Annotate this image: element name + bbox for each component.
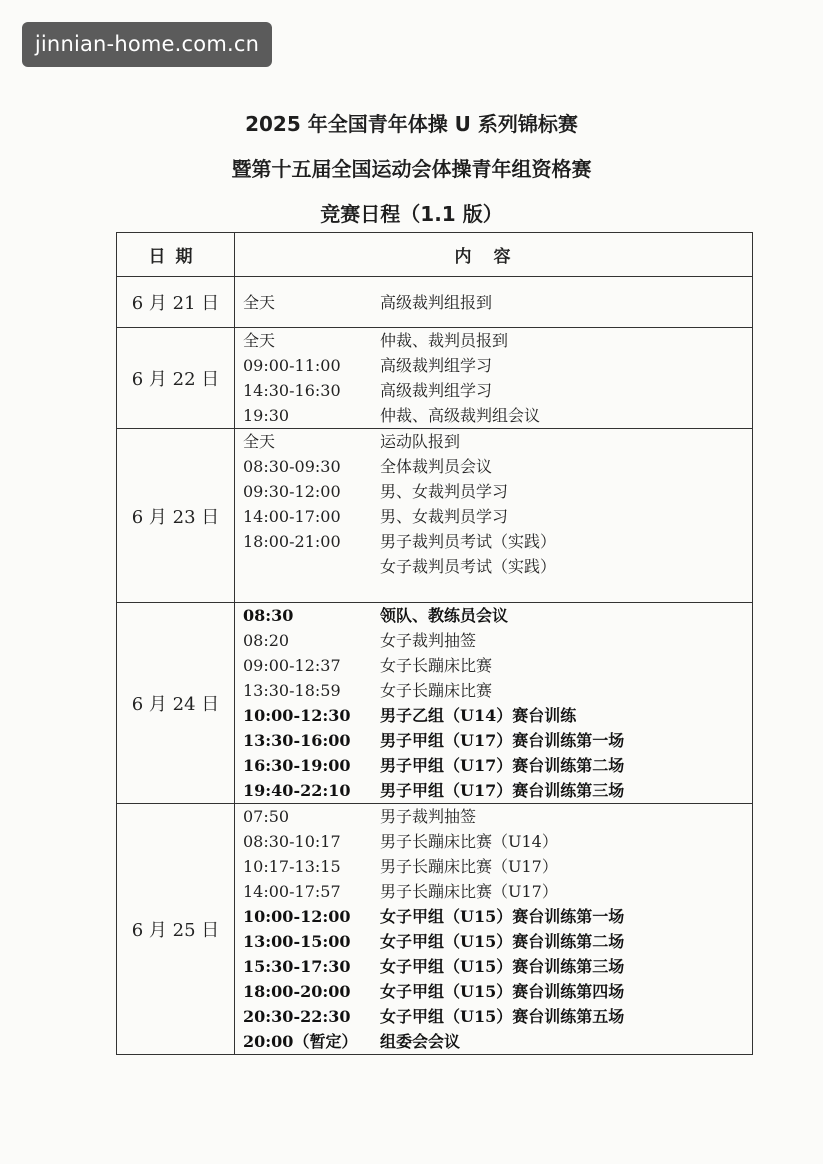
event-time: 08:30-10:17 bbox=[243, 832, 341, 851]
event-time: 全天 bbox=[243, 331, 276, 350]
event-time: 14:30-16:30 bbox=[243, 381, 341, 400]
header-content: 内容 bbox=[235, 233, 753, 277]
event-description: 女子长蹦床比赛 bbox=[380, 681, 493, 700]
event-row bbox=[235, 904, 752, 929]
event-description: 女子长蹦床比赛 bbox=[380, 656, 493, 675]
event-row bbox=[235, 454, 752, 479]
event-row bbox=[235, 1029, 752, 1054]
event-time: 09:30-12:00 bbox=[243, 482, 341, 501]
event-description: 领队、教练员会议 bbox=[380, 606, 509, 625]
event-description: 男子裁判员考试（实践） bbox=[380, 532, 557, 551]
event-time: 全天 bbox=[243, 292, 276, 312]
document-title: 2025 年全国青年体操 U 系列锦标赛 bbox=[245, 112, 578, 136]
event-description: 男子甲组（U17）赛台训练第三场 bbox=[380, 781, 625, 800]
event-row bbox=[235, 429, 752, 454]
event-row bbox=[235, 628, 752, 653]
event-time: 08:30 bbox=[243, 606, 294, 625]
day-row bbox=[117, 603, 753, 804]
schedule-version-title: 竞赛日程（1.1 版） bbox=[320, 202, 503, 226]
event-row bbox=[235, 378, 752, 403]
event-time: 08:20 bbox=[243, 631, 290, 650]
event-row bbox=[235, 678, 752, 703]
event-description: 高级裁判组报到 bbox=[380, 292, 493, 312]
event-row bbox=[235, 328, 752, 353]
event-description: 运动队报到 bbox=[380, 432, 461, 451]
event-description: 女子甲组（U15）赛台训练第三场 bbox=[380, 957, 625, 976]
event-row bbox=[235, 778, 752, 803]
event-time: 14:00-17:00 bbox=[243, 507, 341, 526]
event-row bbox=[235, 753, 752, 778]
table-header-row bbox=[117, 233, 753, 277]
event-description: 女子裁判抽签 bbox=[380, 631, 477, 650]
event-time: 18:00-20:00 bbox=[243, 982, 351, 1001]
event-row bbox=[235, 504, 752, 529]
event-time: 16:30-19:00 bbox=[243, 756, 351, 775]
event-time: 全天 bbox=[243, 432, 276, 451]
event-row bbox=[235, 479, 752, 504]
header-date: 日期 bbox=[117, 233, 235, 277]
day-events bbox=[235, 277, 753, 328]
event-description: 男子长蹦床比赛（U14） bbox=[380, 832, 558, 851]
event-time: 10:00-12:00 bbox=[243, 907, 351, 926]
event-row bbox=[235, 554, 752, 579]
event-time: 09:00-11:00 bbox=[243, 356, 341, 375]
event-row bbox=[235, 290, 752, 315]
event-time: 20:30-22:30 bbox=[243, 1007, 351, 1026]
event-description: 组委会会议 bbox=[380, 1032, 461, 1051]
event-row bbox=[235, 403, 752, 428]
event-row bbox=[235, 804, 752, 829]
event-time: 15:30-17:30 bbox=[243, 957, 351, 976]
document-subtitle: 暨第十五届全国运动会体操青年组资格赛 bbox=[231, 157, 592, 181]
day-row bbox=[117, 328, 753, 429]
event-description: 女子甲组（U15）赛台训练第五场 bbox=[380, 1007, 625, 1026]
event-time: 18:00-21:00 bbox=[243, 532, 341, 551]
event-time: 13:30-18:59 bbox=[243, 681, 341, 700]
day-events bbox=[235, 804, 753, 1055]
event-description: 高级裁判组学习 bbox=[380, 381, 493, 400]
event-time: 14:00-17:57 bbox=[243, 882, 341, 901]
event-time: 08:30-09:30 bbox=[243, 457, 341, 476]
event-description: 女子甲组（U15）赛台训练第一场 bbox=[380, 907, 625, 926]
event-time: 09:00-12:37 bbox=[243, 656, 341, 675]
event-description: 高级裁判组学习 bbox=[380, 356, 493, 375]
event-row bbox=[235, 929, 752, 954]
event-description: 仲裁、裁判员报到 bbox=[380, 331, 509, 350]
schedule-table bbox=[116, 232, 753, 1055]
day-row bbox=[117, 429, 753, 603]
event-time: 13:00-15:00 bbox=[243, 932, 351, 951]
day-events bbox=[235, 429, 753, 603]
event-description: 男子甲组（U17）赛台训练第二场 bbox=[380, 756, 625, 775]
event-description: 男、女裁判员学习 bbox=[380, 482, 509, 501]
day-date: 6 月 24 日 bbox=[117, 603, 235, 804]
event-time bbox=[235, 554, 380, 579]
watermark-badge: jinnian-home.com.cn bbox=[22, 22, 272, 67]
event-row bbox=[235, 353, 752, 378]
event-time: 19:30 bbox=[243, 406, 290, 425]
event-description: 女子甲组（U15）赛台训练第二场 bbox=[380, 932, 625, 951]
event-time: 19:40-22:10 bbox=[243, 781, 351, 800]
event-description: 男子甲组（U17）赛台训练第一场 bbox=[380, 731, 625, 750]
event-row bbox=[235, 603, 752, 628]
event-description: 男子长蹦床比赛（U17） bbox=[380, 882, 558, 901]
event-description: 仲裁、高级裁判组会议 bbox=[380, 406, 541, 425]
event-description: 男、女裁判员学习 bbox=[380, 507, 509, 526]
day-events bbox=[235, 603, 753, 804]
day-date: 6 月 22 日 bbox=[117, 328, 235, 429]
day-row bbox=[117, 277, 753, 328]
event-time: 10:00-12:30 bbox=[243, 706, 351, 725]
event-row bbox=[235, 954, 752, 979]
event-row bbox=[235, 1004, 752, 1029]
event-description: 男子裁判抽签 bbox=[380, 807, 477, 826]
event-row bbox=[235, 703, 752, 728]
event-row bbox=[235, 653, 752, 678]
event-time: 10:17-13:15 bbox=[243, 857, 341, 876]
event-description: 女子裁判员考试（实践） bbox=[380, 557, 557, 576]
day-row bbox=[117, 804, 753, 1055]
event-description: 女子甲组（U15）赛台训练第四场 bbox=[380, 982, 625, 1001]
event-description: 男子长蹦床比赛（U17） bbox=[380, 857, 558, 876]
event-time: 13:30-16:00 bbox=[243, 731, 351, 750]
event-row bbox=[235, 829, 752, 854]
event-row bbox=[235, 979, 752, 1004]
event-row bbox=[235, 529, 752, 554]
day-date: 6 月 23 日 bbox=[117, 429, 235, 603]
day-events bbox=[235, 328, 753, 429]
event-description: 全体裁判员会议 bbox=[380, 457, 493, 476]
event-row bbox=[235, 728, 752, 753]
day-date: 6 月 25 日 bbox=[117, 804, 235, 1055]
event-row bbox=[235, 879, 752, 904]
event-description: 男子乙组（U14）赛台训练 bbox=[380, 706, 577, 725]
day-date: 6 月 21 日 bbox=[117, 277, 235, 328]
event-row bbox=[235, 854, 752, 879]
event-time: 07:50 bbox=[243, 807, 290, 826]
event-time: 20:00（暂定） bbox=[243, 1032, 358, 1051]
